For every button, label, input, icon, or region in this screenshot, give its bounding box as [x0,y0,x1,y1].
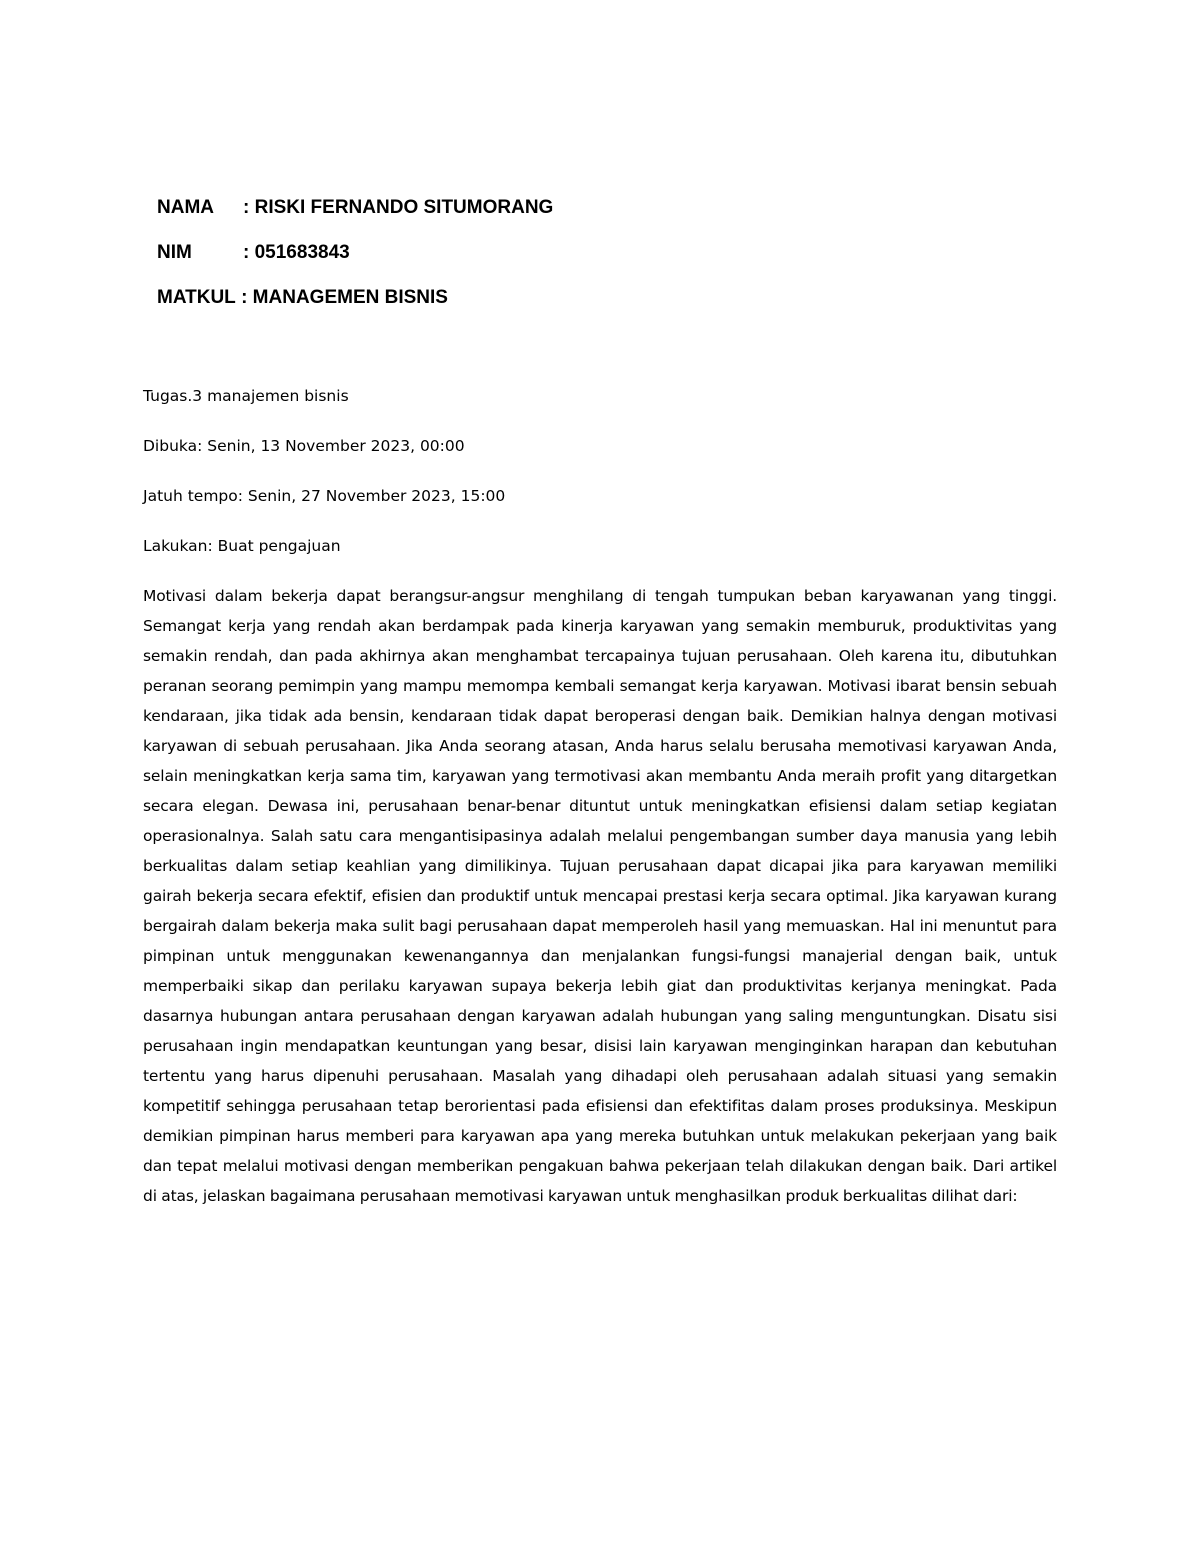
nama-row [157,196,553,219]
action-line: Lakukan: Buat pengajuan [143,537,341,555]
nim-value: : 051683843 [243,242,350,263]
nim-row [157,241,553,264]
due-date: Jatuh tempo: Senin, 27 November 2023, 15:00 [143,487,506,505]
matkul-row [157,286,553,309]
matkul-value-text: : MANAGEMEN BISNIS [241,287,448,308]
nama-value: : RISKI FERNANDO SITUMORANG [243,197,554,218]
matkul-value [236,286,448,309]
body-paragraph: Motivasi dalam bekerja dapat berangsur-angsur menghilang di tengah tumpukan beban karyawanan yang tinggi. Semangat kerja yang rendah akan berdampak pada kinerja karyawan yang semakin memburuk, produktivitas yang semakin rendah, dan pada akhirnya akan menghambat tercapainya tujuan perusahaan. Oleh karena itu, dibutuhkan peranan seorang pemimpin yang mampu memompa kembali semangat kerja karyawan. Motivasi ibarat bensin sebuah kendaraan, jika tidak ada bensin, kendaraan tidak dapat beroperasi dengan baik. Demikian halnya dengan motivasi karyawan di sebuah perusahaan. Jika Anda seorang atasan, Anda harus selalu berusaha memotivasi karyawan Anda, selain meningkatkan kerja sama tim, karyawan yang termotivasi akan membantu Anda meraih profit yang ditargetkan secara elegan. Dewasa ini, perusahaan benar-benar dituntut untuk meningkatkan efisiensi dalam setiap kegiatan operasionalnya. Salah satu cara mengantisipasinya adalah melalui pengembangan sumber daya manusia yang lebih berkualitas dalam setiap keahlian yang dimilikinya. Tujuan perusahaan dapat dicapai jika para karyawan memiliki gairah bekerja secara efektif, efisien dan produktif untuk mencapai prestasi kerja secara optimal. Jika karyawan kurang bergairah dalam bekerja maka sulit bagi perusahaan dapat memperoleh hasil yang memuaskan. Hal ini menuntut para pimpinan untuk menggunakan kewenangannya dan menjalankan fungsi-fungsi manajerial dengan baik, untuk memperbaiki sikap dan perilaku karyawan supaya bekerja lebih giat dan produktivitas kerjanya meningkat. Pada dasarnya hubungan antara perusahaan dengan karyawan adalah hubungan yang saling menguntungkan. Disatu sisi perusahaan ingin mendapatkan keuntungan yang besar, disisi lain karyawan menginginkan harapan dan kebutuhan tertentu yang harus dipenuhi perusahaan. Masalah yang dihadapi oleh perusahaan adalah situasi yang semakin kompetitif sehingga perusahaan tetap berorientasi pada efisiensi dan efektifitas dalam proses produksinya. Meskipun demikian pimpinan harus memberi para karyawan apa yang mereka butuhkan untuk melakukan pekerjaan yang baik dan tepat melalui motivasi dengan memberikan pengakuan bahwa pekerjaan telah dilakukan dengan baik. Dari artikel di atas, jelaskan bagaimana perusahaan memotivasi karyawan untuk menghasilkan produk berkualitas dilihat dari: [143,587,1057,1205]
assignment-content [143,381,1057,1211]
assignment-title: Tugas.3 manajemen bisnis [143,387,349,405]
student-info-header [157,196,553,331]
matkul-label: MATKUL [157,287,236,308]
nama-label: NAMA [157,197,214,218]
nim-label: NIM [157,242,192,263]
opened-date: Dibuka: Senin, 13 November 2023, 00:00 [143,437,465,455]
